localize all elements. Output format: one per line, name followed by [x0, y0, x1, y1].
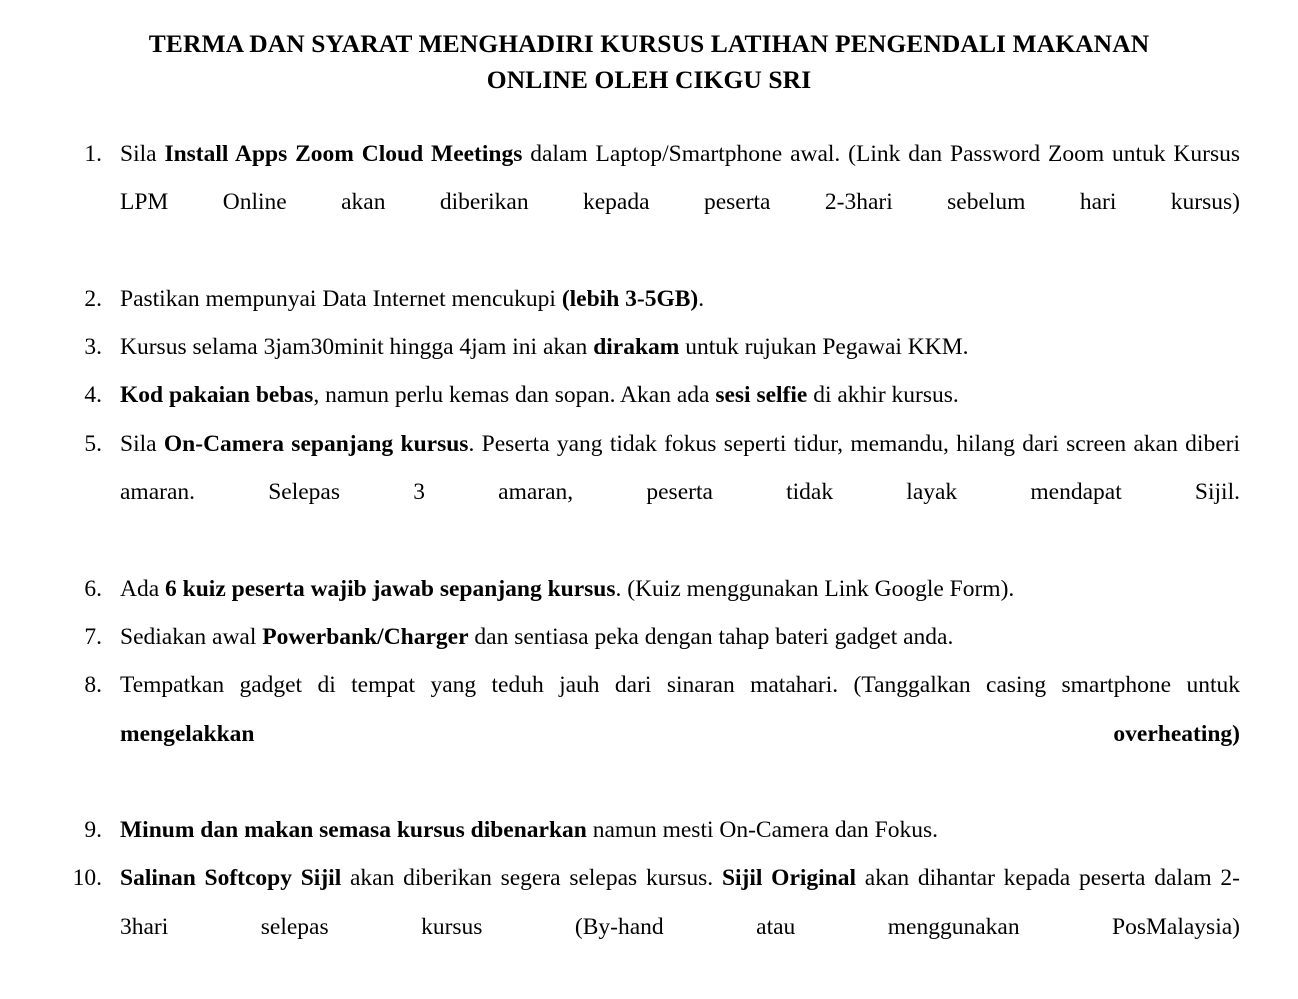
list-item [0, 565, 1298, 613]
list-item [0, 323, 1298, 371]
list-item [0, 613, 1298, 661]
list-item [0, 371, 1298, 419]
list-item [0, 275, 1298, 323]
body-text: Kursus selama 3jam30minit hingga 4jam ini akan [120, 334, 594, 361]
body-text: namun mesti On-Camera dan Fokus. [586, 817, 939, 844]
page-title-line-2: ONLINE OLEH CIKGU SRI [486, 65, 812, 94]
body-text: , namun perlu kemas dan sopan. Akan ada [313, 382, 716, 409]
emphasis-text: mengelakkan overheating) [120, 720, 1240, 747]
list-item [0, 130, 1298, 275]
page-title [0, 0, 1298, 98]
list-item-number: 8. [84, 672, 102, 699]
list-item [0, 661, 1298, 806]
emphasis-text: Install Apps Zoom Cloud Meetings [164, 141, 523, 167]
emphasis-text: Salinan Softcopy Sijil [120, 865, 342, 892]
list-item-text [120, 854, 1240, 999]
list-item-number: 10. [72, 865, 102, 892]
body-text: di akhir kursus. [807, 382, 959, 409]
body-text: . (Kuiz menggunakan Link Google Form). [615, 575, 1015, 602]
body-text: Tempatkan gadget di tempat yang teduh jauh dari sinaran matahari. (Tanggalkan casing smartphone untuk [120, 672, 1240, 699]
body-text: . [698, 285, 705, 312]
list-item-number: 3. [84, 334, 102, 361]
list-item-text [120, 661, 1240, 806]
emphasis-text: On-Camera sepanjang kursus [163, 430, 469, 457]
emphasis-text: Kod pakaian bebas [120, 382, 314, 409]
body-text: Pastikan mempunyai Data Internet mencukupi [120, 285, 562, 312]
list-item-number: 2. [84, 285, 102, 312]
list-item-number: 5. [84, 430, 102, 457]
list-item-text [120, 275, 1240, 323]
list-item-number: 7. [84, 623, 102, 650]
body-text: . Peserta yang tidak fokus seperti tidur, memandu, hilang dari screen akan diberi amaran. Selepas 3 amaran, peserta tidak layak mendapat Sijil. [120, 430, 1241, 506]
list-item-text [120, 130, 1240, 275]
body-text: dan sentiasa peka dengan tahap bateri gadget anda. [468, 623, 954, 650]
list-item-text [120, 806, 1240, 854]
emphasis-text: 6 kuiz peserta wajib jawab sepanjang kursus [165, 575, 616, 602]
page-title-line-1: TERMA DAN SYARAT MENGHADIRI KURSUS LATIHAN PENGENDALI MAKANAN [148, 29, 1150, 58]
list-item-text [120, 565, 1240, 613]
list-item-text [120, 613, 1240, 661]
body-text: Sila [120, 141, 165, 167]
list-item-number: 6. [84, 575, 102, 602]
list-item [0, 806, 1298, 854]
emphasis-text: Powerbank/Charger [262, 623, 469, 650]
list-item-number: 4. [84, 382, 102, 409]
body-text: Sediakan awal [120, 623, 263, 650]
emphasis-text: (lebih 3-5GB) [561, 285, 699, 312]
emphasis-text: dirakam [593, 334, 680, 361]
list-item-number: 9. [84, 817, 102, 844]
list-item [0, 420, 1298, 565]
list-item-text [120, 371, 1240, 419]
body-text: Sila [120, 430, 164, 457]
emphasis-text: Minum dan makan semasa kursus dibenarkan [120, 817, 587, 844]
body-text: akan diberikan segera selepas kursus. [341, 865, 722, 892]
emphasis-text: sesi selfie [715, 382, 808, 409]
body-text: akan dihantar kepada peserta dalam 2-3hari selepas kursus (By-hand atau menggunakan PosMalaysia) [120, 865, 1240, 940]
emphasis-text: Sijil Original [721, 865, 857, 892]
list-item-text [120, 323, 1240, 371]
list-item-number: 1. [84, 141, 102, 167]
terms-and-conditions-list [0, 130, 1298, 999]
body-text: Ada [120, 575, 166, 602]
body-text: untuk rujukan Pegawai KKM. [679, 334, 969, 361]
list-item-text [120, 420, 1240, 565]
body-text: dalam Laptop/Smartphone awal. (Link dan Password Zoom untuk Kursus LPM Online akan diberikan kepada peserta 2-3hari sebelum hari kursus) [120, 141, 1240, 216]
list-item [0, 854, 1298, 999]
